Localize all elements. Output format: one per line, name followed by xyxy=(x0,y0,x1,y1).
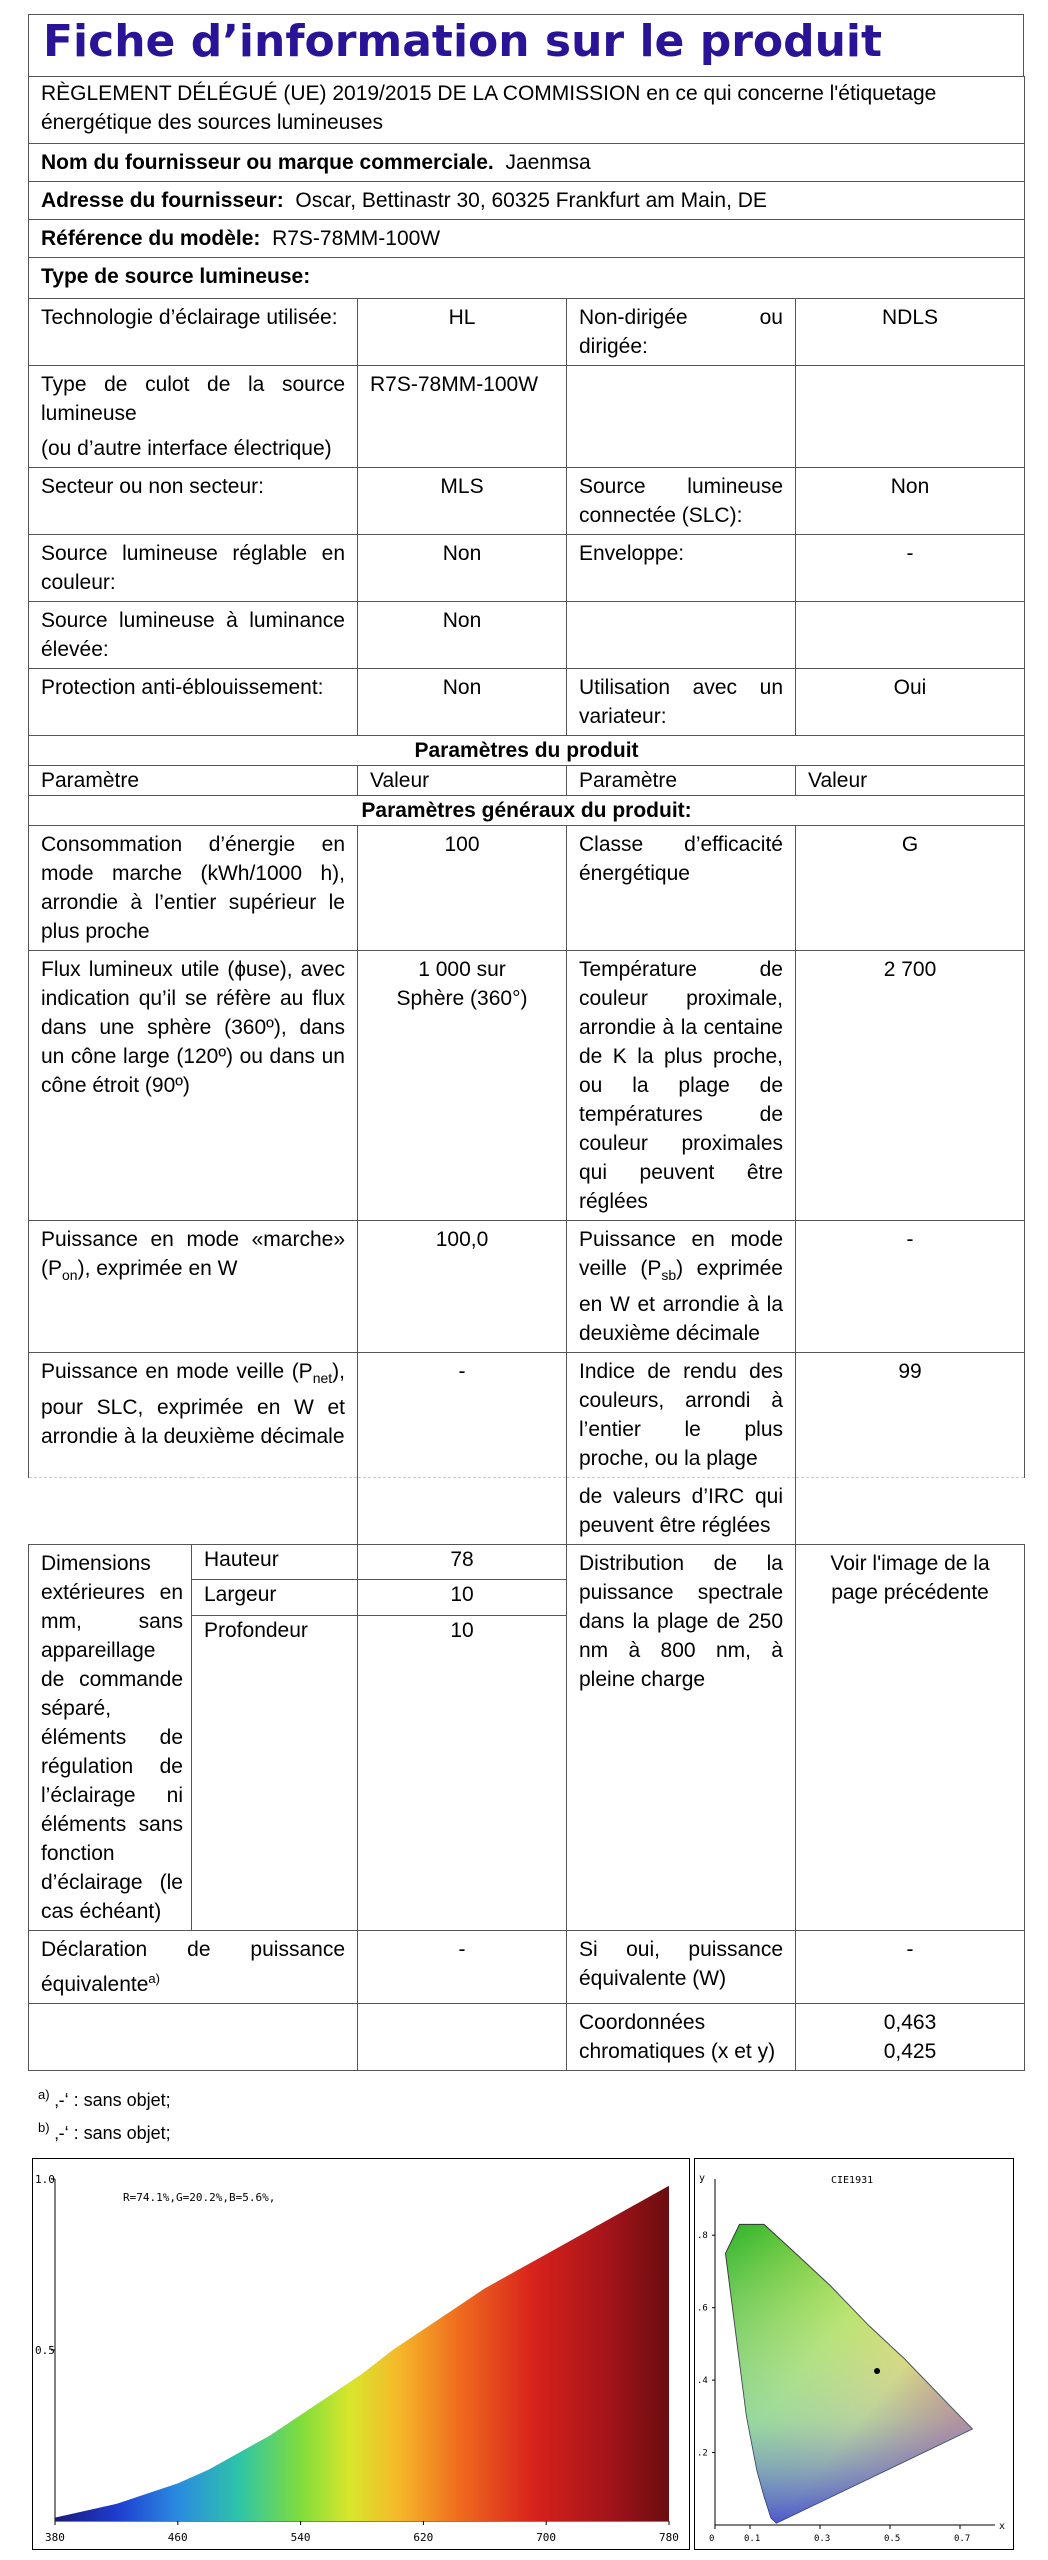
x-axis-label: x xyxy=(999,2521,1006,2532)
footnote xyxy=(38,2114,1024,2147)
equivalent-watt-value: - xyxy=(796,1930,1025,2003)
cct-label: Température de couleur proximale, arrondie à la centaine de K la plus proche, ou la plage de températures de couleur proximales qui peuvent être réglées xyxy=(567,950,796,1220)
type-value-2: - xyxy=(796,534,1025,601)
x-tick-label: 540 xyxy=(290,2531,311,2544)
supplier-name-row xyxy=(29,143,1025,181)
efficiency-class-value: G xyxy=(796,825,1025,950)
x-tick-label: 0.7 xyxy=(954,2534,971,2544)
dimension-value: 10 xyxy=(358,1580,567,1615)
chromaticity-point xyxy=(874,2368,880,2374)
footnotes xyxy=(28,2081,1024,2147)
type-value: HL xyxy=(358,298,567,365)
type-label-2: Non-dirigée ou dirigée: xyxy=(567,298,796,365)
type-value-2: Non xyxy=(796,467,1025,534)
type-value: Non xyxy=(358,601,567,668)
chart-area xyxy=(32,2158,1012,2548)
page-break-cell xyxy=(358,1477,567,1544)
y-tick-label: .4 xyxy=(697,2376,708,2387)
info-table xyxy=(28,76,1025,2071)
standby-power-label-text: ) exprimée en W et arrondie à la deuxième décimale xyxy=(579,1256,783,1345)
network-standby-value: - xyxy=(358,1352,567,1477)
footnote-text: ‚-‘ : sans objet; xyxy=(54,2122,171,2143)
dimension-spacer xyxy=(358,1650,567,1931)
type-label: Secteur ou non secteur: xyxy=(29,467,358,534)
energy-value: 100 xyxy=(358,825,567,950)
type-value: R7S-78MM-100W xyxy=(358,365,567,467)
energy-label: Consommation d’énergie en mode marche (kWh/1000 h), arrondie à l’entier supérieur le plus proche xyxy=(29,825,358,950)
chromaticity-label: Coordonnées chromatiques (x et y) xyxy=(567,2003,796,2070)
y-tick-label: .8 xyxy=(697,2231,708,2242)
product-information-sheet xyxy=(28,14,1024,2147)
x-tick-label: 0 xyxy=(709,2534,715,2544)
power-on-label-text: ), exprimée en W xyxy=(77,1256,238,1280)
standby-power-label-text: Puissance en mode veille (P xyxy=(579,1227,783,1280)
chromaticity-y: 0,425 xyxy=(883,2039,937,2063)
y-tick-label: .2 xyxy=(697,2448,708,2459)
type-value: Non xyxy=(358,668,567,735)
type-value-2 xyxy=(796,601,1025,668)
type-label-line: Type de culot de la source lumineuse xyxy=(41,372,345,425)
type-label: Source lumineuse réglable en couleur: xyxy=(29,534,358,601)
type-label-line: (ou d’autre interface électrique) xyxy=(41,436,332,460)
power-on-value: 100,0 xyxy=(358,1220,567,1352)
cri-value: 99 xyxy=(796,1352,1025,1477)
spd-value: Voir l'image de la page précédente xyxy=(796,1544,1025,1930)
regulation-text: RÈGLEMENT DÉLÉGUÉ (UE) 2019/2015 DE LA COMMISSION en ce qui concerne l'étiquetage énergétique des sources lumineuses xyxy=(29,76,1025,143)
dimension-name: Profondeur xyxy=(192,1615,358,1650)
network-standby-label-sub: net xyxy=(312,1369,333,1386)
x-tick-label: 380 xyxy=(45,2531,65,2544)
flux-value-line: Sphère (360°) xyxy=(396,986,528,1010)
type-label-2: Utilisation avec un variateur: xyxy=(567,668,796,735)
equivalent-power-label xyxy=(29,1930,358,2003)
page-break-cell xyxy=(796,1477,1025,1544)
equivalent-power-value: - xyxy=(358,1930,567,2003)
column-header: Paramètre xyxy=(567,765,796,795)
equivalent-power-label-text: Déclaration de puissance équivalente xyxy=(41,1937,345,1996)
standby-power-label xyxy=(567,1220,796,1352)
empty-cell xyxy=(358,2003,567,2070)
dimension-spacer xyxy=(192,1650,358,1931)
type-value-2: NDLS xyxy=(796,298,1025,365)
x-tick-label: 700 xyxy=(536,2531,557,2544)
footnote xyxy=(38,2081,1024,2114)
cri-label: Indice de rendu des couleurs, arrondi à l’entier le plus proche, ou la plage xyxy=(567,1352,796,1477)
type-label-2: Enveloppe: xyxy=(567,534,796,601)
cie-title: CIE1931 xyxy=(831,2175,874,2186)
cct-value: 2 700 xyxy=(796,950,1025,1220)
flux-label: Flux lumineux utile (ɸuse), avec indication qu’il se réfère au flux dans une sphère (360º), dans un cône large (120º) ou dans un cône étroit (90º) xyxy=(29,950,358,1220)
cri-label-continued: de valeurs d’IRC qui peuvent être réglées xyxy=(567,1477,796,1544)
flux-value xyxy=(358,950,567,1220)
network-standby-label xyxy=(29,1352,358,1477)
footnote-ref: a) xyxy=(148,1970,160,1986)
type-label-2 xyxy=(567,365,796,467)
dimension-name: Hauteur xyxy=(192,1544,358,1579)
general-heading: Paramètres généraux du produit: xyxy=(29,795,1025,825)
page-title: Fiche d’information sur le produit xyxy=(28,14,1024,76)
footnote-text: ‚-‘ : sans objet; xyxy=(54,2089,171,2110)
empty-cell xyxy=(29,2003,358,2070)
network-standby-label-text: Puissance en mode veille (P xyxy=(41,1359,313,1383)
cie-chart xyxy=(694,2158,1014,2550)
page-break-cell xyxy=(29,1477,358,1544)
cie-blue-region xyxy=(726,2224,973,2523)
footnote-mark: a) xyxy=(38,2086,50,2102)
type-value: MLS xyxy=(358,467,567,534)
network-standby-label-text: ), pour SLC, exprimée en W et arrondie à la deuxième décimale xyxy=(41,1359,345,1448)
dimension-value: 78 xyxy=(358,1544,567,1579)
dimensions-label: Dimensions extérieures en mm, sans appareillage de commande séparé, éléments de régulation de l’éclairage ni éléments sans fonction d’éclairage (le cas échéant) xyxy=(29,1544,192,1930)
supplier-name-label: Nom du fournisseur ou marque commerciale. xyxy=(41,150,494,174)
type-label: Source lumineuse à luminance élevée: xyxy=(29,601,358,668)
model-row xyxy=(29,219,1025,257)
type-value: Non xyxy=(358,534,567,601)
type-value-2 xyxy=(796,365,1025,467)
equivalent-watt-label: Si oui, puissance équivalente (W) xyxy=(567,1930,796,2003)
type-label-2 xyxy=(567,601,796,668)
power-on-label xyxy=(29,1220,358,1352)
standby-power-value: - xyxy=(796,1220,1025,1352)
chromaticity-value xyxy=(796,2003,1025,2070)
model-label: Référence du modèle: xyxy=(41,226,261,250)
flux-value-line: 1 000 sur xyxy=(418,957,506,981)
x-tick-label: 0.5 xyxy=(884,2534,901,2544)
standby-power-label-sub: sb xyxy=(661,1266,677,1283)
type-label: Technologie d’éclairage utilisée: xyxy=(29,298,358,365)
y-tick-label: 1.0 xyxy=(35,2173,55,2186)
supplier-address-label: Adresse du fournisseur: xyxy=(41,188,284,212)
type-label xyxy=(29,365,358,467)
supplier-name-value: Jaenmsa xyxy=(505,150,591,174)
supplier-address-row xyxy=(29,181,1025,219)
x-tick-label: 780 xyxy=(659,2531,679,2544)
type-label-2: Source lumineuse connectée (SLC): xyxy=(567,467,796,534)
x-tick-label: 460 xyxy=(167,2531,188,2544)
params-heading: Paramètres du produit xyxy=(29,735,1025,765)
column-header: Valeur xyxy=(358,765,567,795)
x-tick-label: 620 xyxy=(413,2531,434,2544)
type-heading: Type de source lumineuse: xyxy=(29,257,1025,298)
type-label: Protection anti-éblouissement: xyxy=(29,668,358,735)
y-tick-label: .6 xyxy=(697,2303,708,2314)
dimension-name: Largeur xyxy=(192,1580,358,1615)
spd-label: Distribution de la puissance spectrale dans la plage de 250 nm à 800 nm, à pleine charge xyxy=(567,1544,796,1930)
footnote-mark: b) xyxy=(38,2119,50,2135)
spectrum-area xyxy=(55,2186,669,2521)
power-on-label-sub: on xyxy=(62,1266,78,1283)
y-tick-label: 0.5 xyxy=(35,2344,55,2357)
chromaticity-x: 0,463 xyxy=(883,2010,937,2034)
x-tick-label: 0.3 xyxy=(814,2534,831,2544)
type-value-2: Oui xyxy=(796,668,1025,735)
spectrum-annotation: R=74.1%,G=20.2%,B=5.6%, xyxy=(123,2191,276,2204)
dimension-value: 10 xyxy=(358,1615,567,1650)
spectrum-chart xyxy=(32,2158,690,2550)
supplier-address-value: Oscar, Bettinastr 30, 60325 Frankfurt am Main, DE xyxy=(295,188,767,212)
column-header: Valeur xyxy=(796,765,1025,795)
model-value: R7S-78MM-100W xyxy=(272,226,441,250)
x-tick-label: 0.1 xyxy=(744,2534,761,2544)
efficiency-class-label: Classe d’efficacité énergétique xyxy=(567,825,796,950)
column-header: Paramètre xyxy=(29,765,358,795)
y-axis-label: y xyxy=(699,2173,706,2184)
power-on-label-text: Puissance en mode «marche» (P xyxy=(41,1227,345,1280)
